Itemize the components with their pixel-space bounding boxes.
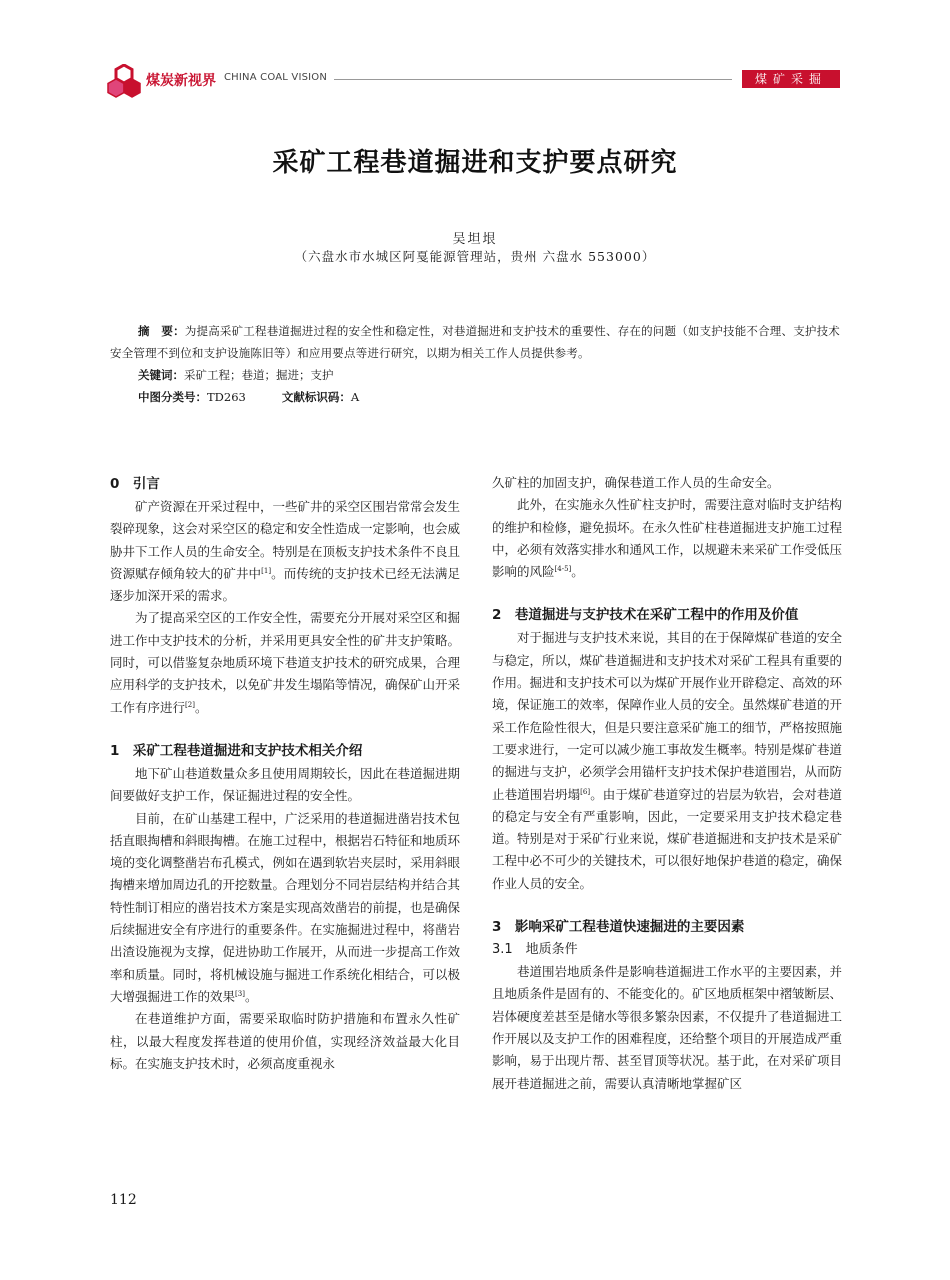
paragraph-text: 。而传统的支护技术已经无法满足逐步加深开采的需求。: [110, 565, 460, 604]
classification: [110, 386, 842, 408]
brand-name: 煤炭新视界: [146, 73, 216, 89]
clc-value: TD263: [207, 390, 246, 404]
paragraph-text: 。: [571, 564, 584, 580]
paragraph-text: 。由于煤矿巷道穿过的岩层为软岩，会对巷道的稳定与安全有严重影响，因此，一定要采用支护技术稳定巷道。特别是对于采矿行业来说，煤矿巷道掘进和支护技术是采矿工程中必不可少的关键技术，可以很好地保护巷道的稳定，确保作业人员的安全。: [492, 786, 843, 891]
running-header: [0, 60, 950, 100]
paragraph-text: 矿产资源在开采过程中，一些矿井的采空区围岩常常会发生裂碎现象，这会对采空区的稳定和安全性造成一定影响，也会威胁井下工作人员的生命安全。特别是在顶板支护技术条件不良且资源赋存倾角较大的矿井中: [110, 499, 461, 581]
page-number: 112: [110, 1192, 137, 1208]
citation-ref: [3]: [235, 989, 245, 998]
section-heading: 0 引言: [110, 476, 160, 492]
paragraph-text: 为了提高采空区的工作安全性，需要充分开展对采空区和掘进工作中支护技术的分析，并采用更具安全性的矿井支护策略。同时，可以借鉴复杂地质环境下巷道支护技术的研究成果，合理应用科学的支护技术，以免矿井发生塌陷等情况，确保矿山开采工作有序进行: [110, 610, 461, 715]
keywords-text: 采矿工程；巷道；掘进；支护: [184, 368, 334, 382]
paragraph-text: 对于掘进与支护技术来说，其目的在于保障煤矿巷道的安全与稳定，所以，煤矿巷道掘进和支护技术对采矿工程具有重要的作用。掘进和支护技术可以为煤矿开展作业开辟稳定、高效的环境，保证施工的效率，保障作业人员的安全。虽然煤矿巷道的开采工作危险性很大，但是只要注意采矿施工的细节，严格按照施工要求进行，一定可以减少施工事故发生概率。特别是煤矿巷道的掘进与支护，必须学会用锚杆支护技术保护巷道围岩，从而防止巷道围岩坍塌: [492, 630, 843, 802]
clc-label: 中图分类号：: [138, 390, 207, 404]
paragraph-text: 此外，在实施永久性矿柱支护时，需要注意对临时支护结构的维护和检修，避免损坏。在永久性矿柱巷道掘进支护施工过程中，必须有效落实排水和通风工作，以规避未来采矿工作受低压影响的风险: [492, 497, 843, 580]
right-column: [492, 472, 842, 1095]
keywords-label: 关键词：: [138, 368, 184, 382]
left-column: [110, 472, 460, 1075]
abstract-label: 摘 要：: [138, 324, 185, 338]
doc-code-label: 文献标识码：: [281, 390, 351, 404]
keywords: [110, 364, 842, 386]
doc-code-value: A: [350, 390, 360, 404]
paragraph-text: 目前，在矿山基建工程中，广泛采用的巷道掘进凿岩技术包括直眼掏槽和斜眼掏槽。在施工过程中，根据岩石特征和地质环境的变化调整凿岩布孔模式，例如在遇到软岩夹层时，采用斜眼掏槽来增加周边孔的开挖数量。合理划分不同岩层结构并结合其特性制订相应的凿岩技术方案是实现高效凿岩的前提，也是确保后续掘进安全有序进行的重要条件。在实施掘进过程中，将凿岩出渣设施视为支撑，促进协助工作展开，从而进一步提高工作效率和质量。同时，将机械设施与掘进工作系统化相结合，可以极大增强掘进工作的效果: [110, 810, 461, 1004]
subsection-heading: 3.1 地质条件: [492, 942, 578, 958]
section-heading: 1 采矿工程巷道掘进和支护技术相关介绍: [110, 742, 363, 759]
citation-ref: [4-5]: [554, 565, 572, 574]
article-title: 采矿工程巷道掘进和支护要点研究: [272, 148, 678, 178]
paragraph: [492, 494, 842, 583]
paragraph: [492, 627, 842, 895]
abstract: [110, 320, 842, 364]
citation-ref: [1]: [261, 566, 272, 575]
author-name: 吴坦垠: [452, 232, 498, 247]
author-affiliation: （六盘水市水城区阿戛能源管理站，贵州 六盘水 553000）: [294, 249, 656, 264]
paragraph: [110, 496, 460, 607]
paragraph: 巷道围岩地质条件是影响巷道掘进工作水平的主要因素，并且地质条件是固有的、不能变化的。矿区地质框架中褶皱断层、岩体硬度差甚至是储水等很多繁杂因素，不仅提升了巷道掘进工作开展以及支护工作的困难程度，还给整个项目的开展造成严重影响，易于出现片帮、甚至冒顶等状况。基于此，在对采矿项目展开巷道掘进之前，需要认真清晰地掌握矿区: [492, 964, 843, 1091]
section-heading: 3 影响采矿工程巷道快速掘进的主要因素: [492, 919, 745, 936]
abstract-block: [110, 320, 842, 408]
paragraph: 在巷道维护方面，需要采取临时防护措施和布置永久性矿柱，以最大程度发挥巷道的使用价值，实现经济效益最大化目标。在实施支护技术时，必须高度重视永: [110, 1011, 460, 1071]
paragraph: [110, 607, 460, 718]
section-heading: 2 巷道掘进与支护技术在采矿工程中的作用及价值: [492, 607, 799, 624]
paragraph-continued: 久矿柱的加固支护，确保巷道工作人员的生命安全。: [492, 475, 780, 490]
hexagon-logo-icon: [106, 64, 142, 98]
brand-name-en: CHINA COAL VISION: [224, 72, 328, 83]
section-tag: 煤矿采掘: [742, 70, 840, 88]
citation-ref: [2]: [185, 700, 195, 709]
paragraph: 地下矿山巷道数量众多且使用周期较长，因此在巷道掘进期间要做好支护工作，保证掘进过程的安全性。: [110, 765, 461, 804]
abstract-text: 为提高采矿工程巷道掘进过程的安全性和稳定性，对巷道掘进和支护技术的重要性、存在的问题（如支护技能不合理、支护技术安全管理不到位和支护设施陈旧等）和应用要点等进行研究，以期为相关工作人员提供参考。: [110, 324, 841, 360]
paragraph: [110, 808, 460, 1009]
header-rule: [334, 79, 732, 80]
paragraph-text: 。: [244, 988, 258, 1004]
paragraph-text: 。: [194, 699, 208, 715]
citation-ref: [6]: [580, 787, 591, 796]
